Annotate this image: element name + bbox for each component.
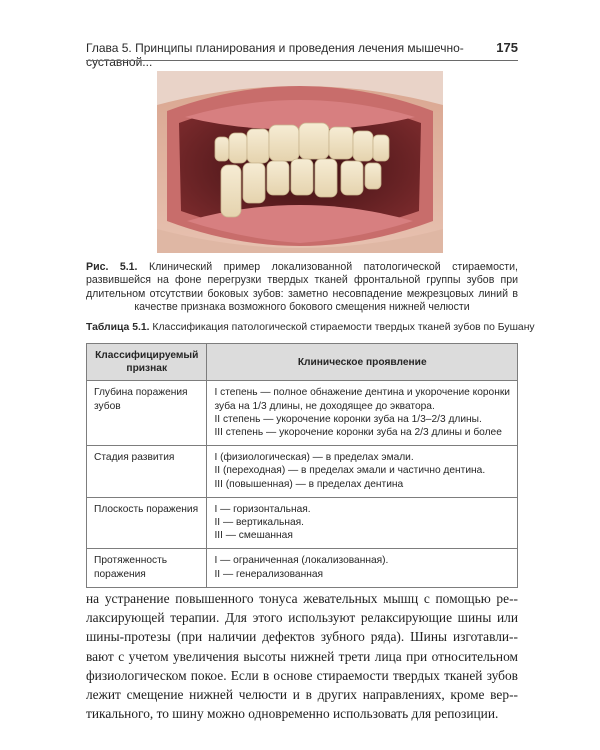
table-label: Таблица 5.1. <box>86 322 150 333</box>
table-cell-feature: Стадия развития <box>87 446 207 498</box>
clinical-teeth-photo <box>157 71 443 253</box>
table-cell-feature: Плоскость поражения <box>87 497 207 549</box>
table-row <box>87 497 518 549</box>
table-title-text: Классификация патологической стираемости твердых тканей зубов по Бушану <box>152 322 535 333</box>
manifestation-line: I — горизонтальная. <box>214 503 311 515</box>
table-row <box>87 381 518 446</box>
table-cell-manifestation <box>207 381 518 446</box>
figure-caption <box>86 261 518 315</box>
figure-label: Рис. 5.1. <box>86 261 138 273</box>
manifestation-line: III — смешанная <box>214 530 293 542</box>
table-row <box>87 446 518 498</box>
table-cell-manifestation <box>207 549 518 587</box>
manifestation-line: II (переходная) — в пределах эмали и частично дентина. <box>214 465 486 477</box>
header-rule <box>86 60 518 61</box>
table-cell-manifestation <box>207 446 518 498</box>
manifestation-line: II — вертикальная. <box>214 517 304 529</box>
manifestation-line: III (повышенная) — в пределах дентина <box>214 478 404 490</box>
body-paragraph: на устранение повышенного тонуса жевательных мышц с помощью ре-лаксирующей терапии. Для этого используют релаксирующие шины или шины-протезы (при наличии дефектов зубного ряда). Шины изготавли-вают с учетом увеличения высоты нижней трети лица при относительном физиологическом покое. Если в основе стираемости твердых тканей зубов лежит смещение нижней челюсти и в других направлениях, кроме вер-тикального, то шину можно одновременно использовать для репозиции. <box>86 591 518 722</box>
table-header-row <box>87 344 518 381</box>
chapter-title: Глава 5. Принципы планирования и проведения лечения мышечно-суставной... <box>86 41 464 69</box>
table-header-feature: Классифицируемый признак <box>87 344 207 381</box>
table-cell-feature: Протяженность поражения <box>87 549 207 587</box>
manifestation-line: III степень — укорочение коронки зуба на 2/3 длины и более <box>214 427 502 439</box>
manifestation-line: II степень — укорочение коронки зуба на 1/3–2/3 длины. <box>214 413 482 425</box>
table-title <box>86 322 535 333</box>
table-cell-feature: Глубина поражения зубов <box>87 381 207 446</box>
manifestation-line: I степень — полное обнажение дентина и укорочение коронки <box>214 387 510 399</box>
table-header-manifestation: Клиническое проявление <box>207 344 518 381</box>
classification-table <box>86 343 518 588</box>
manifestation-line: I — ограниченная (локализованная). <box>214 555 389 567</box>
manifestation-line: II — генерализованная <box>214 568 324 580</box>
manifestation-line: зуба на 1/3 длины, не доходящее до экватора. <box>214 400 435 412</box>
figure-caption-text: Клинический пример локализованной патологической стираемости, развившейся на фоне перегрузки твердых тканей фронтальной группы зубов при длительном отсутствии боковых зубов: заметно несовпадение межрезцовых линий в качестве признака возможного бокового смещения нижней челюсти <box>86 261 518 314</box>
page-number: 175 <box>496 40 518 55</box>
running-header <box>86 40 518 69</box>
manifestation-line: I (физиологическая) — в пределах эмали. <box>214 452 414 464</box>
table-row <box>87 549 518 587</box>
table-cell-manifestation <box>207 497 518 549</box>
